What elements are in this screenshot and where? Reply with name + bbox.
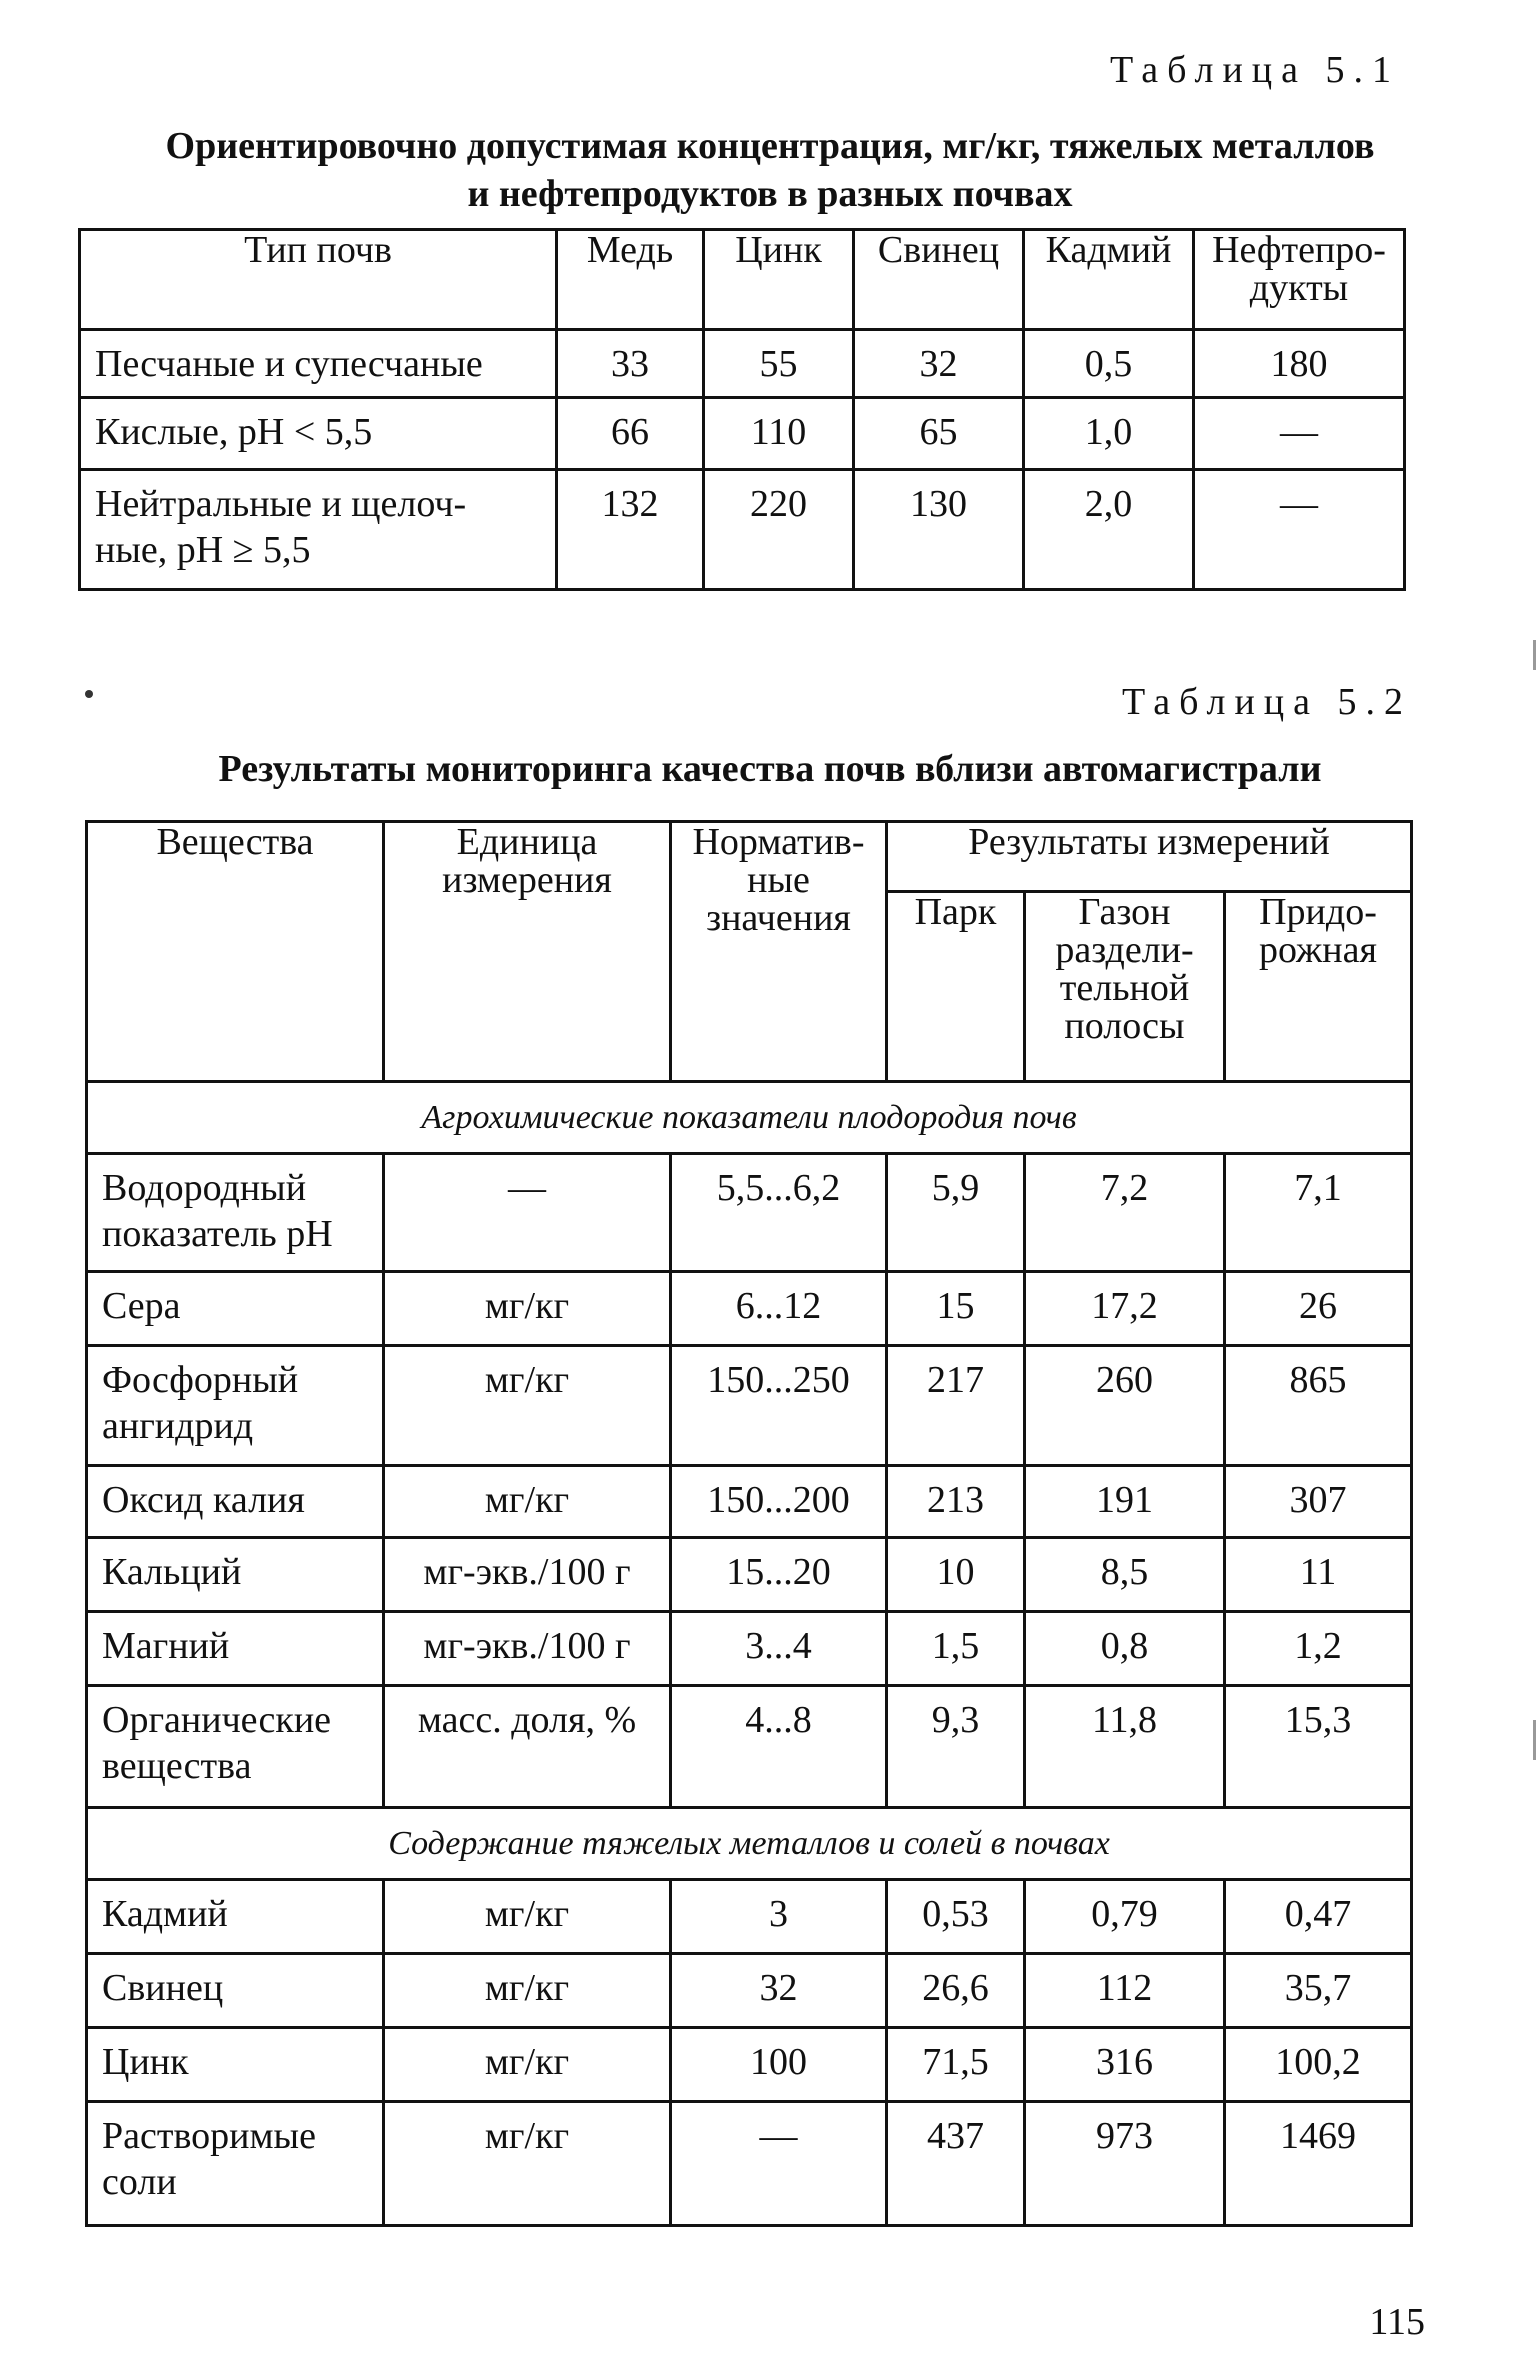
section-row [87, 1082, 1412, 1154]
header-copper: Медь [557, 230, 704, 330]
table2 [85, 820, 1413, 2227]
cell-unit: мг-экв./100 г [384, 1612, 671, 1686]
cell-lawn: 191 [1025, 1466, 1225, 1538]
row-name: Водородный показатель pH [87, 1154, 384, 1272]
cell-unit: масс. доля, % [384, 1686, 671, 1808]
cell: 66 [557, 398, 704, 470]
cell-lawn: 0,8 [1025, 1612, 1225, 1686]
row-name: Растворимые соли [87, 2102, 384, 2226]
cell-park: 26,6 [887, 1954, 1025, 2028]
table1-title-line2: и нефтепродуктов в разных почвах [467, 173, 1073, 215]
row-name: Песчаные и супесчаные [80, 330, 557, 398]
cell-road: 11 [1225, 1538, 1412, 1612]
cell-park: 5,9 [887, 1154, 1025, 1272]
row-name: Свинец [87, 1954, 384, 2028]
section-row [87, 1808, 1412, 1880]
table-row [87, 1466, 1412, 1538]
row-name: Нейтральные и щелоч- ные, pH ≥ 5,5 [80, 470, 557, 590]
table-row [87, 1154, 1412, 1272]
cell-lawn: 8,5 [1025, 1538, 1225, 1612]
table2-title: Результаты мониторинга качества почв вблизи автомагистрали [218, 748, 1322, 790]
table-row [87, 1346, 1412, 1466]
header-zinc: Цинк [704, 230, 854, 330]
cell-road: 15,3 [1225, 1686, 1412, 1808]
cell-unit: — [384, 1154, 671, 1272]
row-name: Сера [87, 1272, 384, 1346]
cell: 2,0 [1024, 470, 1194, 590]
stray-dot [85, 690, 93, 698]
header-lawn: Газон раздели- тельной полосы [1025, 892, 1225, 1082]
cell-park: 15 [887, 1272, 1025, 1346]
cell-park: 9,3 [887, 1686, 1025, 1808]
cell-norm: 6...12 [671, 1272, 887, 1346]
table-row [87, 1272, 1412, 1346]
header-unit: Единица измерения [384, 822, 671, 1082]
cell: — [1194, 470, 1405, 590]
section-title: Содержание тяжелых металлов и солей в почвах [87, 1808, 1412, 1880]
header-cadmium: Кадмий [1024, 230, 1194, 330]
cell-norm: — [671, 2102, 887, 2226]
cell-norm: 3...4 [671, 1612, 887, 1686]
row-name: Оксид калия [87, 1466, 384, 1538]
header-soil-type: Тип почв [80, 230, 557, 330]
cell-road: 307 [1225, 1466, 1412, 1538]
row-name: Кислые, pH < 5,5 [80, 398, 557, 470]
cell-park: 437 [887, 2102, 1025, 2226]
section-title: Агрохимические показатели плодородия почв [87, 1082, 1412, 1154]
table1-title-line1: Ориентировочно допустимая концентрация, мг/кг, тяжелых металлов [165, 125, 1375, 167]
cell-lawn: 973 [1025, 2102, 1225, 2226]
table-row [87, 1538, 1412, 1612]
cell-unit: мг/кг [384, 1466, 671, 1538]
page-number: 115 [1369, 2301, 1425, 2343]
cell: 65 [854, 398, 1024, 470]
cell: 32 [854, 330, 1024, 398]
cell-unit: мг/кг [384, 1954, 671, 2028]
cell-park: 0,53 [887, 1880, 1025, 1954]
cell-road: 35,7 [1225, 1954, 1412, 2028]
cell-road: 100,2 [1225, 2028, 1412, 2102]
cell: 130 [854, 470, 1024, 590]
cell-unit: мг/кг [384, 2028, 671, 2102]
edge-mark [1533, 1720, 1536, 1760]
table1-title [0, 122, 1540, 218]
row-name: Органические вещества [87, 1686, 384, 1808]
table1-header-row [80, 230, 1405, 330]
cell-norm: 150...250 [671, 1346, 887, 1466]
row-name: Кальций [87, 1538, 384, 1612]
cell-lawn: 112 [1025, 1954, 1225, 2028]
row-name: Цинк [87, 2028, 384, 2102]
cell-park: 71,5 [887, 2028, 1025, 2102]
cell-road: 1469 [1225, 2102, 1412, 2226]
cell-lawn: 260 [1025, 1346, 1225, 1466]
header-roadside: Придо- рожная [1225, 892, 1412, 1082]
cell-unit: мг-экв./100 г [384, 1538, 671, 1612]
cell-unit: мг/кг [384, 1346, 671, 1466]
cell-norm: 150...200 [671, 1466, 887, 1538]
cell-unit: мг/кг [384, 1880, 671, 1954]
header-park: Парк [887, 892, 1025, 1082]
header-substances: Вещества [87, 822, 384, 1082]
cell: 180 [1194, 330, 1405, 398]
cell: 220 [704, 470, 854, 590]
cell-road: 26 [1225, 1272, 1412, 1346]
cell: 33 [557, 330, 704, 398]
cell: 1,0 [1024, 398, 1194, 470]
table-row [87, 2028, 1412, 2102]
cell-lawn: 0,79 [1025, 1880, 1225, 1954]
header-petroleum: Нефтепро- дукты [1194, 230, 1405, 330]
cell-road: 865 [1225, 1346, 1412, 1466]
header-norm: Норматив- ные значения [671, 822, 887, 1082]
cell-road: 1,2 [1225, 1612, 1412, 1686]
header-results: Результаты измерений [887, 822, 1412, 892]
cell-norm: 100 [671, 2028, 887, 2102]
table-row [87, 1880, 1412, 1954]
table-row [87, 1954, 1412, 2028]
cell-norm: 32 [671, 1954, 887, 2028]
cell: 0,5 [1024, 330, 1194, 398]
table-row [87, 1612, 1412, 1686]
header-lead: Свинец [854, 230, 1024, 330]
cell-lawn: 11,8 [1025, 1686, 1225, 1808]
cell-norm: 3 [671, 1880, 887, 1954]
cell-norm: 15...20 [671, 1538, 887, 1612]
cell-unit: мг/кг [384, 1272, 671, 1346]
cell-norm: 4...8 [671, 1686, 887, 1808]
table2-number: Таблица 5.2 [1121, 681, 1412, 723]
cell-park: 213 [887, 1466, 1025, 1538]
table-row [87, 1686, 1412, 1808]
row-name: Магний [87, 1612, 384, 1686]
table1-number: Таблица 5.1 [1109, 49, 1400, 91]
cell-lawn: 316 [1025, 2028, 1225, 2102]
row-name: Фосфорный ангидрид [87, 1346, 384, 1466]
row-name: Кадмий [87, 1880, 384, 1954]
cell: — [1194, 398, 1405, 470]
cell: 132 [557, 470, 704, 590]
table-row [80, 470, 1405, 590]
cell-lawn: 7,2 [1025, 1154, 1225, 1272]
cell-norm: 5,5...6,2 [671, 1154, 887, 1272]
cell-park: 1,5 [887, 1612, 1025, 1686]
cell-road: 7,1 [1225, 1154, 1412, 1272]
cell-park: 217 [887, 1346, 1025, 1466]
table-row [87, 2102, 1412, 2226]
cell-road: 0,47 [1225, 1880, 1412, 1954]
table-row [80, 330, 1405, 398]
cell-lawn: 17,2 [1025, 1272, 1225, 1346]
cell: 110 [704, 398, 854, 470]
edge-mark [1533, 640, 1536, 670]
table2-header-row [87, 822, 1412, 892]
cell: 55 [704, 330, 854, 398]
table-row [80, 398, 1405, 470]
table1 [78, 228, 1406, 591]
cell-unit: мг/кг [384, 2102, 671, 2226]
cell-park: 10 [887, 1538, 1025, 1612]
